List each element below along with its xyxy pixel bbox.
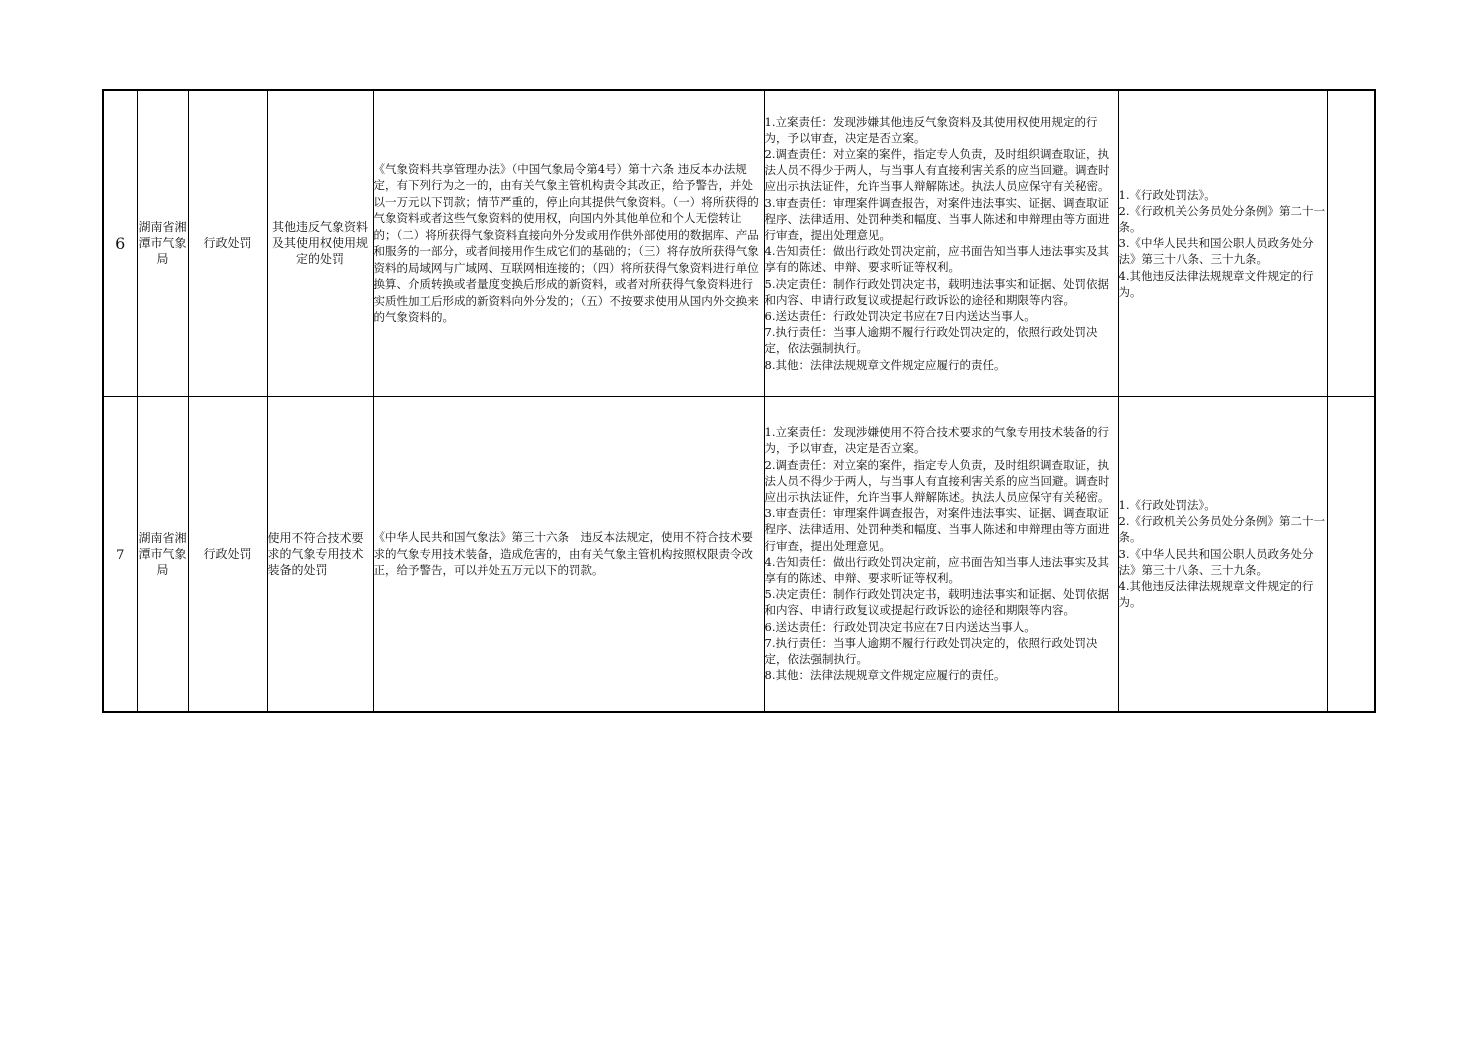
agency-name: 湖南省湘潭市气象局 [137, 396, 188, 712]
legal-basis: 《中华人民共和国气象法》第三十六条 违反本法规定，使用不符合技术要求的气象专用技术装备，造成危害的，由有关气象主管机构按照权限责令改正，给予警告，可以并处五万元以下的罚款。 [373, 396, 764, 712]
law-item: 2.《行政机关公务员处分条例》第二十一条。 [1118, 203, 1325, 234]
item-name: 使用不符合技术要求的气象专用技术装备的处罚 [267, 396, 373, 712]
responsibility-item: 7.执行责任：当事人逾期不履行行政处罚决定的，依照行政处罚决定，依法强制执行。 [764, 635, 1098, 666]
responsibility-item: 1.立案责任：发现涉嫌其他违反气象资料及其使用权使用规定的行为，予以审查，决定是否立案。 [764, 114, 1098, 145]
responsibility-item: 7.执行责任：当事人逾期不履行行政处罚决定的，依照行政处罚决定，依法强制执行。 [764, 325, 1098, 356]
table-row [103, 396, 1375, 712]
law-item: 4.其他违反法律法规规章文件规定的行为。 [1118, 268, 1314, 299]
law-item: 2.《行政机关公务员处分条例》第二十一条。 [1118, 514, 1325, 545]
responsibility-item: 2.调查责任：对立案的案件，指定专人负责，及时组织调查取证，执法人员不得少于两人，与当事人有直接利害关系的应当回避。调查时应出示执法证件，允许当事人辩解陈述。执法人员应保守有关秘密。 [764, 457, 1110, 504]
agency-name: 湖南省湘潭市气象局 [137, 90, 188, 396]
row-number: 7 [116, 548, 125, 564]
responsibility-item: 6.送达责任：行政处罚决定书应在7日内送达当事人。 [764, 309, 1036, 324]
law-item: 3.《中华人民共和国公职人员政务处分法》第三十八条、三十九条。 [1118, 236, 1314, 267]
law-item: 1.《行政处罚法》。 [1118, 187, 1216, 202]
law-item: 1.《行政处罚法》。 [1118, 498, 1216, 513]
responsibility-list [764, 90, 1118, 396]
responsibility-item: 4.告知责任：做出行政处罚决定前，应书面告知当事人违法事实及其享有的陈述、申辩、要求听证等权利。 [764, 554, 1109, 585]
accountability-basis [1118, 396, 1327, 712]
remarks-cell [1327, 396, 1375, 712]
row-number-cell [103, 90, 137, 396]
power-list-table [102, 89, 1376, 713]
responsibility-item: 8.其他：法律法规规章文件规定应履行的责任。 [764, 668, 1006, 683]
responsibility-list [764, 396, 1118, 712]
responsibility-item: 3.审查责任：审理案件调查报告，对案件违法事实、证据、调查取证程序、法律适用、处罚种类和幅度、当事人陈述和申辩理由等方面进行审查，提出处理意见。 [764, 506, 1110, 553]
power-type: 行政处罚 [188, 90, 267, 396]
legal-basis: 《气象资料共享管理办法》（中国气象局令第4号）第十六条 违反本办法规定，有下列行为之一的，由有关气象主管机构责令其改正，给予警告，并处以一万元以下罚款；情节严重的，停止向其提供气象资料。（一）将所获得的气象资料或者这些气象资料的使用权，向国内外其他单位和个人无偿转让的；（二）将所获得气象资料直接向外分发或用作供外部使用的数据库、产品和服务的一部分，或者间接用作生成它们的基础的；（三）将存放所获得气象资料的局域网与广域网、互联网相连接的；（四）将所获得气象资料进行单位换算、介质转换或者量度变换后形成的新资料，或者对所获得气象资料进行实质性加工后形成的新资料向外分发的；（五）不按要求使用从国内外交换来的气象资料的。 [373, 90, 764, 396]
responsibility-item: 2.调查责任：对立案的案件，指定专人负责，及时组织调查取证，执法人员不得少于两人，与当事人有直接利害关系的应当回避。调查时应出示执法证件，允许当事人辩解陈述。执法人员应保守有关秘密。 [764, 147, 1110, 194]
power-type: 行政处罚 [188, 396, 267, 712]
remarks-cell [1327, 90, 1375, 396]
responsibility-item: 5.决定责任：制作行政处罚决定书，载明违法事实和证据、处罚依据和内容、申请行政复议或提起行政诉讼的途径和期限等内容。 [764, 587, 1109, 618]
item-name: 其他违反气象资料及其使用权使用规定的处罚 [267, 90, 373, 396]
responsibility-item: 4.告知责任：做出行政处罚决定前，应书面告知当事人违法事实及其享有的陈述、申辩、要求听证等权利。 [764, 244, 1109, 275]
responsibility-item: 1.立案责任：发现涉嫌使用不符合技术要求的气象专用技术装备的行为，予以审查，决定是否立案。 [764, 425, 1109, 456]
responsibility-item: 8.其他：法律法规规章文件规定应履行的责任。 [764, 357, 1006, 372]
law-item: 3.《中华人民共和国公职人员政务处分法》第三十八条、三十九条。 [1118, 546, 1314, 577]
responsibility-item: 3.审查责任：审理案件调查报告，对案件违法事实、证据、调查取证程序、法律适用、处罚种类和幅度、当事人陈述和申辩理由等方面进行审查，提出处理意见。 [764, 195, 1110, 243]
row-number-cell [103, 396, 137, 712]
table-row [103, 90, 1375, 396]
accountability-basis [1118, 90, 1327, 396]
responsibility-item: 6.送达责任：行政处罚决定书应在7日内送达当事人。 [764, 619, 1036, 634]
law-item: 4.其他违反法律法规规章文件规定的行为。 [1118, 579, 1314, 610]
responsibility-item: 5.决定责任：制作行政处罚决定书，载明违法事实和证据、处罚依据和内容、申请行政复议或提起行政诉讼的途径和期限等内容。 [764, 276, 1109, 307]
row-number: 6 [115, 233, 126, 253]
